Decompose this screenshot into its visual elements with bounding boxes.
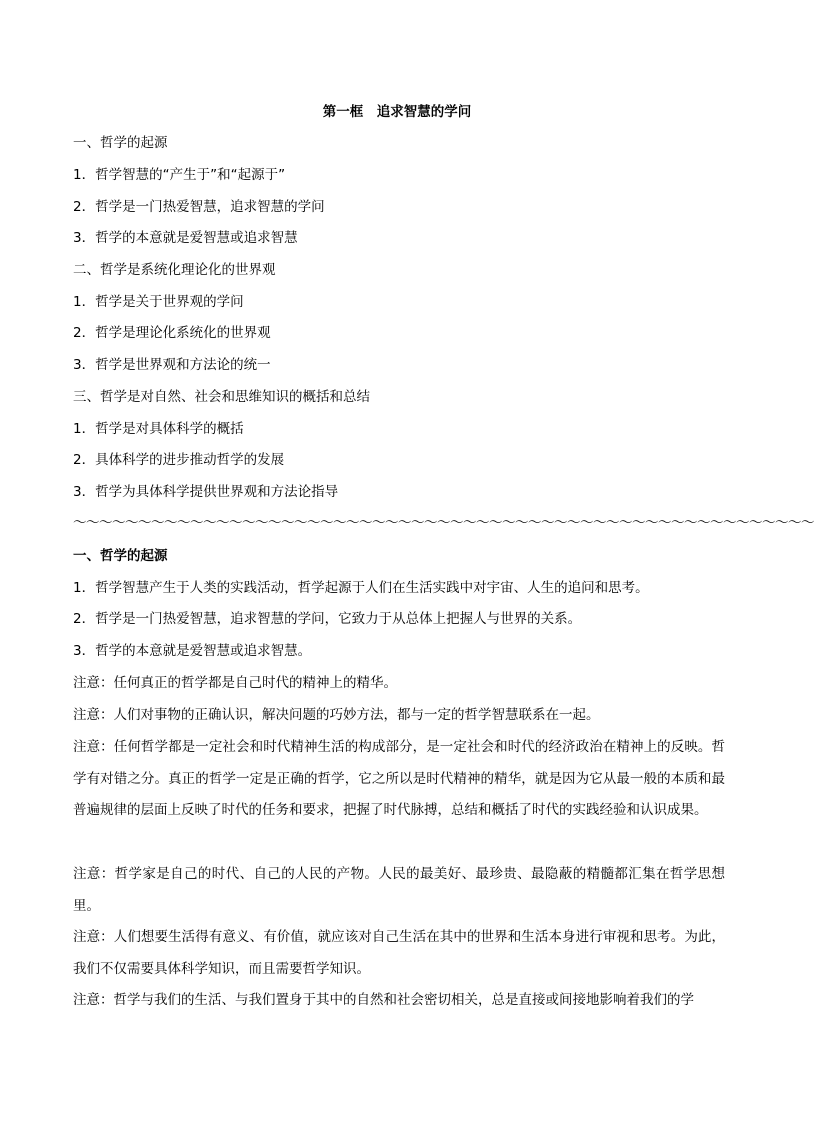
note-paragraph: 注意：人们想要生活得有意义、有价值，就应该对自己生活在其中的世界和生活本身进行审视和思考。为此，我们不仅需要具体科学知识，而且需要哲学知识。 bbox=[73, 929, 725, 977]
section-item: 2．哲学是一门热爱智慧，追求智慧的学问，它致力于从总体上把握人与世界的关系。 bbox=[73, 611, 582, 627]
page-title: 第一框 追求智慧的学问 bbox=[322, 104, 472, 120]
outline-item: 3．哲学为具体科学提供世界观和方法论指导 bbox=[73, 484, 339, 500]
section-heading: 一、哲学的起源 bbox=[73, 548, 168, 564]
outline-item: 2．哲学是理论化系统化的世界观 bbox=[73, 325, 271, 341]
section-item: 1．哲学智慧产生于人类的实践活动，哲学起源于人们在生活实践中对宇宙、人生的追问和思考。 bbox=[73, 580, 649, 596]
note-paragraph: 注意：哲学家是自己的时代、自己的人民的产物。人民的最美好、最珍贵、最隐蔽的精髓都汇集在哲学思想里。 bbox=[73, 866, 725, 914]
outline-item: 3．哲学是世界观和方法论的统一 bbox=[73, 357, 271, 373]
outline-heading-2: 二、哲学是系统化理论化的世界观 bbox=[73, 262, 276, 278]
note-paragraph: 注意：任何哲学都是一定社会和时代精神生活的构成部分，是一定社会和时代的经济政治在精神上的反映。哲学有对错之分。真正的哲学一定是正确的哲学，它之所以是时代精神的精华，就是因为它从最一般的本质和最普遍规律的层面上反映了时代的任务和要求，把握了时代脉搏，总结和概括了时代的实践经验和认识成果。 bbox=[73, 739, 725, 818]
note-paragraph: 注意：哲学与我们的生活、与我们置身于其中的自然和社会密切相关，总是直接或间接地影响着我们的学 bbox=[73, 992, 694, 1008]
separator-line: ～～～～～～～～～～～～～～～～～～～～～～～～～～～～～～～～～～～～～～～～～～～～～～～～～～～～～～～～～ bbox=[73, 515, 814, 531]
outline-item: 3．哲学的本意就是爱智慧或追求智慧 bbox=[73, 230, 298, 246]
note-item: 注意：人们对事物的正确认识，解决问题的巧妙方法，都与一定的哲学智慧联系在一起。 bbox=[73, 707, 600, 723]
outline-heading-3: 三、哲学是对自然、社会和思维知识的概括和总结 bbox=[73, 389, 370, 405]
outline-item: 1．哲学是对具体科学的概括 bbox=[73, 421, 244, 437]
note-item: 注意：任何真正的哲学都是自己时代的精神上的精华。 bbox=[73, 675, 397, 691]
outline-item: 1．哲学智慧的“产生于”和“起源于” bbox=[73, 167, 286, 183]
section-item: 3．哲学的本意就是爱智慧或追求智慧。 bbox=[73, 643, 312, 659]
outline-item: 2．具体科学的进步推动哲学的发展 bbox=[73, 452, 285, 468]
outline-item: 1．哲学是关于世界观的学问 bbox=[73, 294, 244, 310]
outline-item: 2．哲学是一门热爱智慧，追求智慧的学问 bbox=[73, 199, 325, 215]
outline-heading-1: 一、哲学的起源 bbox=[73, 135, 168, 151]
